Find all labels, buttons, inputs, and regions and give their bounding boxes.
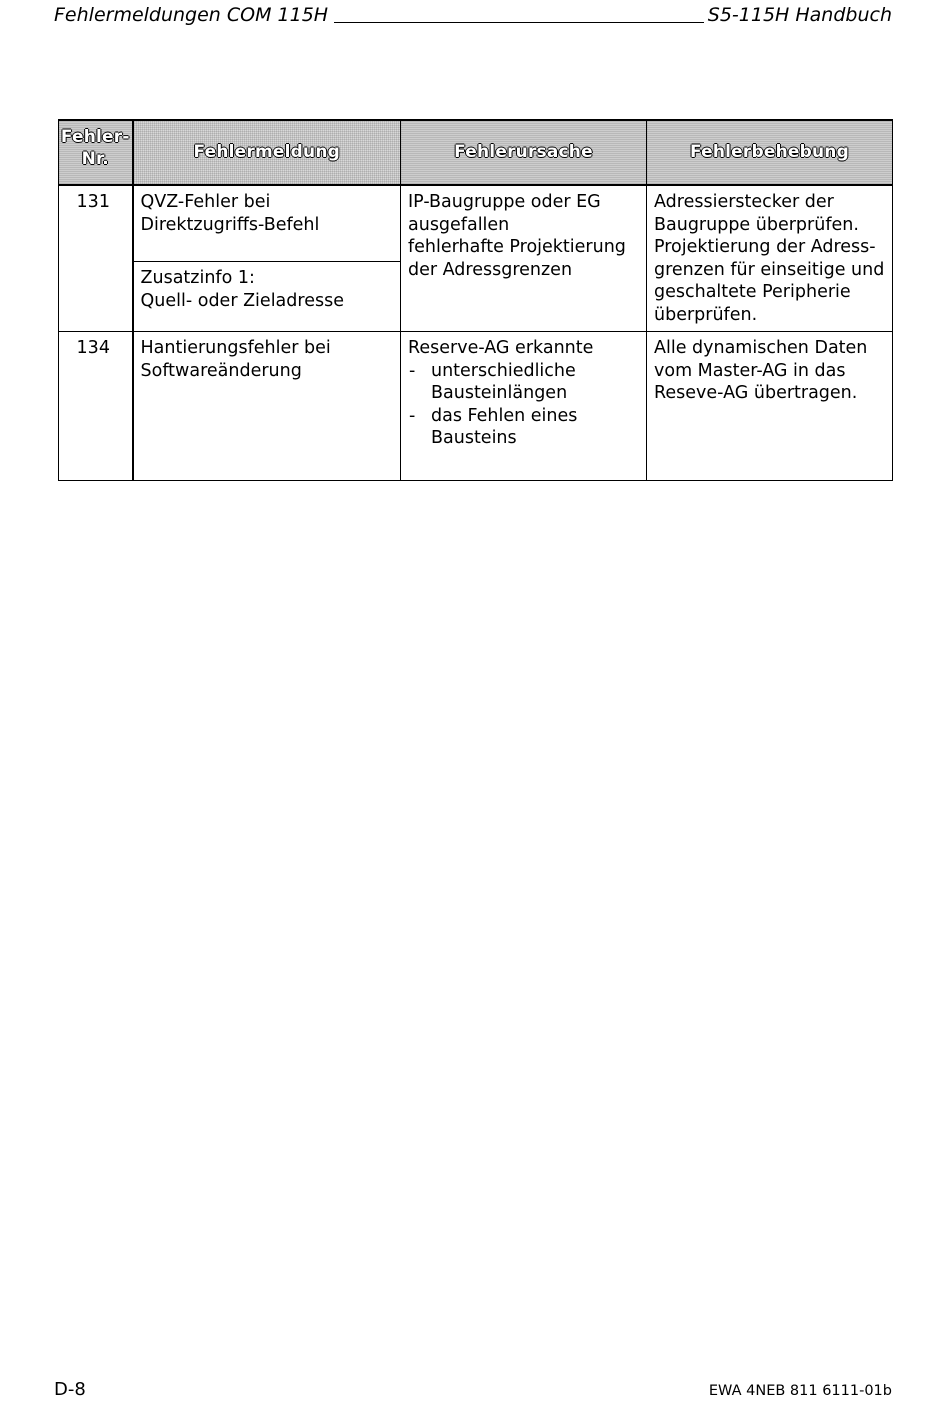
error-message-line: QVZ-Fehler bei xyxy=(140,192,271,212)
error-remedy-line: Reseve-AG übertragen. xyxy=(654,383,858,403)
error-cause-intro: Reserve-AG erkannte xyxy=(408,338,594,358)
error-number: 134 xyxy=(76,338,110,358)
error-remedy-line: Baugruppe überprüfen. xyxy=(654,214,859,235)
page-number: D-8 xyxy=(54,1379,86,1400)
bullet-text-line: das Fehlen eines xyxy=(431,405,578,426)
error-cause-line: fehlerhafte Projektierung xyxy=(408,237,626,257)
error-remedy-line: Alle dynamischen Daten xyxy=(654,338,868,358)
table-row xyxy=(59,185,893,262)
error-cause-line: der Adressgrenzen xyxy=(408,259,573,280)
error-remedy-line: Projektierung der Adress- xyxy=(654,237,876,257)
error-cause-cell xyxy=(401,185,647,332)
header-manual-title: S5-115H Handbuch xyxy=(707,4,892,26)
error-remedy-line: Adressierstecker der xyxy=(654,192,834,212)
error-remedy-cell xyxy=(647,185,893,332)
error-remedy-line: überprüfen. xyxy=(654,304,758,325)
error-cause-line: ausgefallen xyxy=(408,214,510,235)
error-number-cell xyxy=(59,332,133,481)
bullet-text-line: unterschiedliche xyxy=(431,360,576,381)
error-number: 131 xyxy=(76,192,110,212)
error-number-cell xyxy=(59,185,133,332)
header-rule xyxy=(334,22,704,23)
header-error-number-line2: Nr. xyxy=(81,149,109,169)
error-message-line: Direktzugriffs-Befehl xyxy=(140,214,320,235)
bullet-dash: - xyxy=(409,405,416,426)
error-message-line: Hantierungsfehler bei xyxy=(140,338,331,358)
document-code: EWA 4NEB 811 6111-01b xyxy=(708,1383,892,1399)
cause-bullet-item xyxy=(408,360,640,405)
error-message-cell xyxy=(133,332,401,481)
header-title: Fehlermeldungen COM 115H xyxy=(54,4,329,26)
error-cause-line: IP-Baugruppe oder EG xyxy=(408,192,601,212)
error-message-line: Softwareänderung xyxy=(140,360,302,381)
error-table xyxy=(58,119,893,481)
additional-info-line: Zusatzinfo 1: xyxy=(140,268,255,289)
header-error-cause: Fehlerursache xyxy=(401,120,647,185)
error-remedy-cell xyxy=(647,332,893,481)
error-remedy-line: grenzen für einseitige und xyxy=(654,259,885,280)
additional-info-line: Quell- oder Zieladresse xyxy=(140,290,344,311)
error-remedy-line: geschaltete Peripherie xyxy=(654,282,851,302)
error-cause-cell xyxy=(401,332,647,481)
header-error-message: Fehlermeldung xyxy=(133,120,401,185)
table-header-row xyxy=(59,120,893,185)
error-remedy-line: vom Master-AG in das xyxy=(654,360,846,381)
page-header xyxy=(54,0,892,26)
cause-bullet-item xyxy=(408,405,640,450)
bullet-dash: - xyxy=(409,360,416,381)
additional-info-cell xyxy=(133,262,401,332)
header-error-number xyxy=(59,120,133,185)
header-error-remedy: Fehlerbehebung xyxy=(647,120,893,185)
table-row xyxy=(59,332,893,481)
bullet-text-line: Bausteins xyxy=(431,428,517,448)
header-error-number-line1: Fehler- xyxy=(60,127,130,147)
bullet-text-line: Bausteinlängen xyxy=(431,383,568,403)
error-message-cell xyxy=(133,185,401,262)
